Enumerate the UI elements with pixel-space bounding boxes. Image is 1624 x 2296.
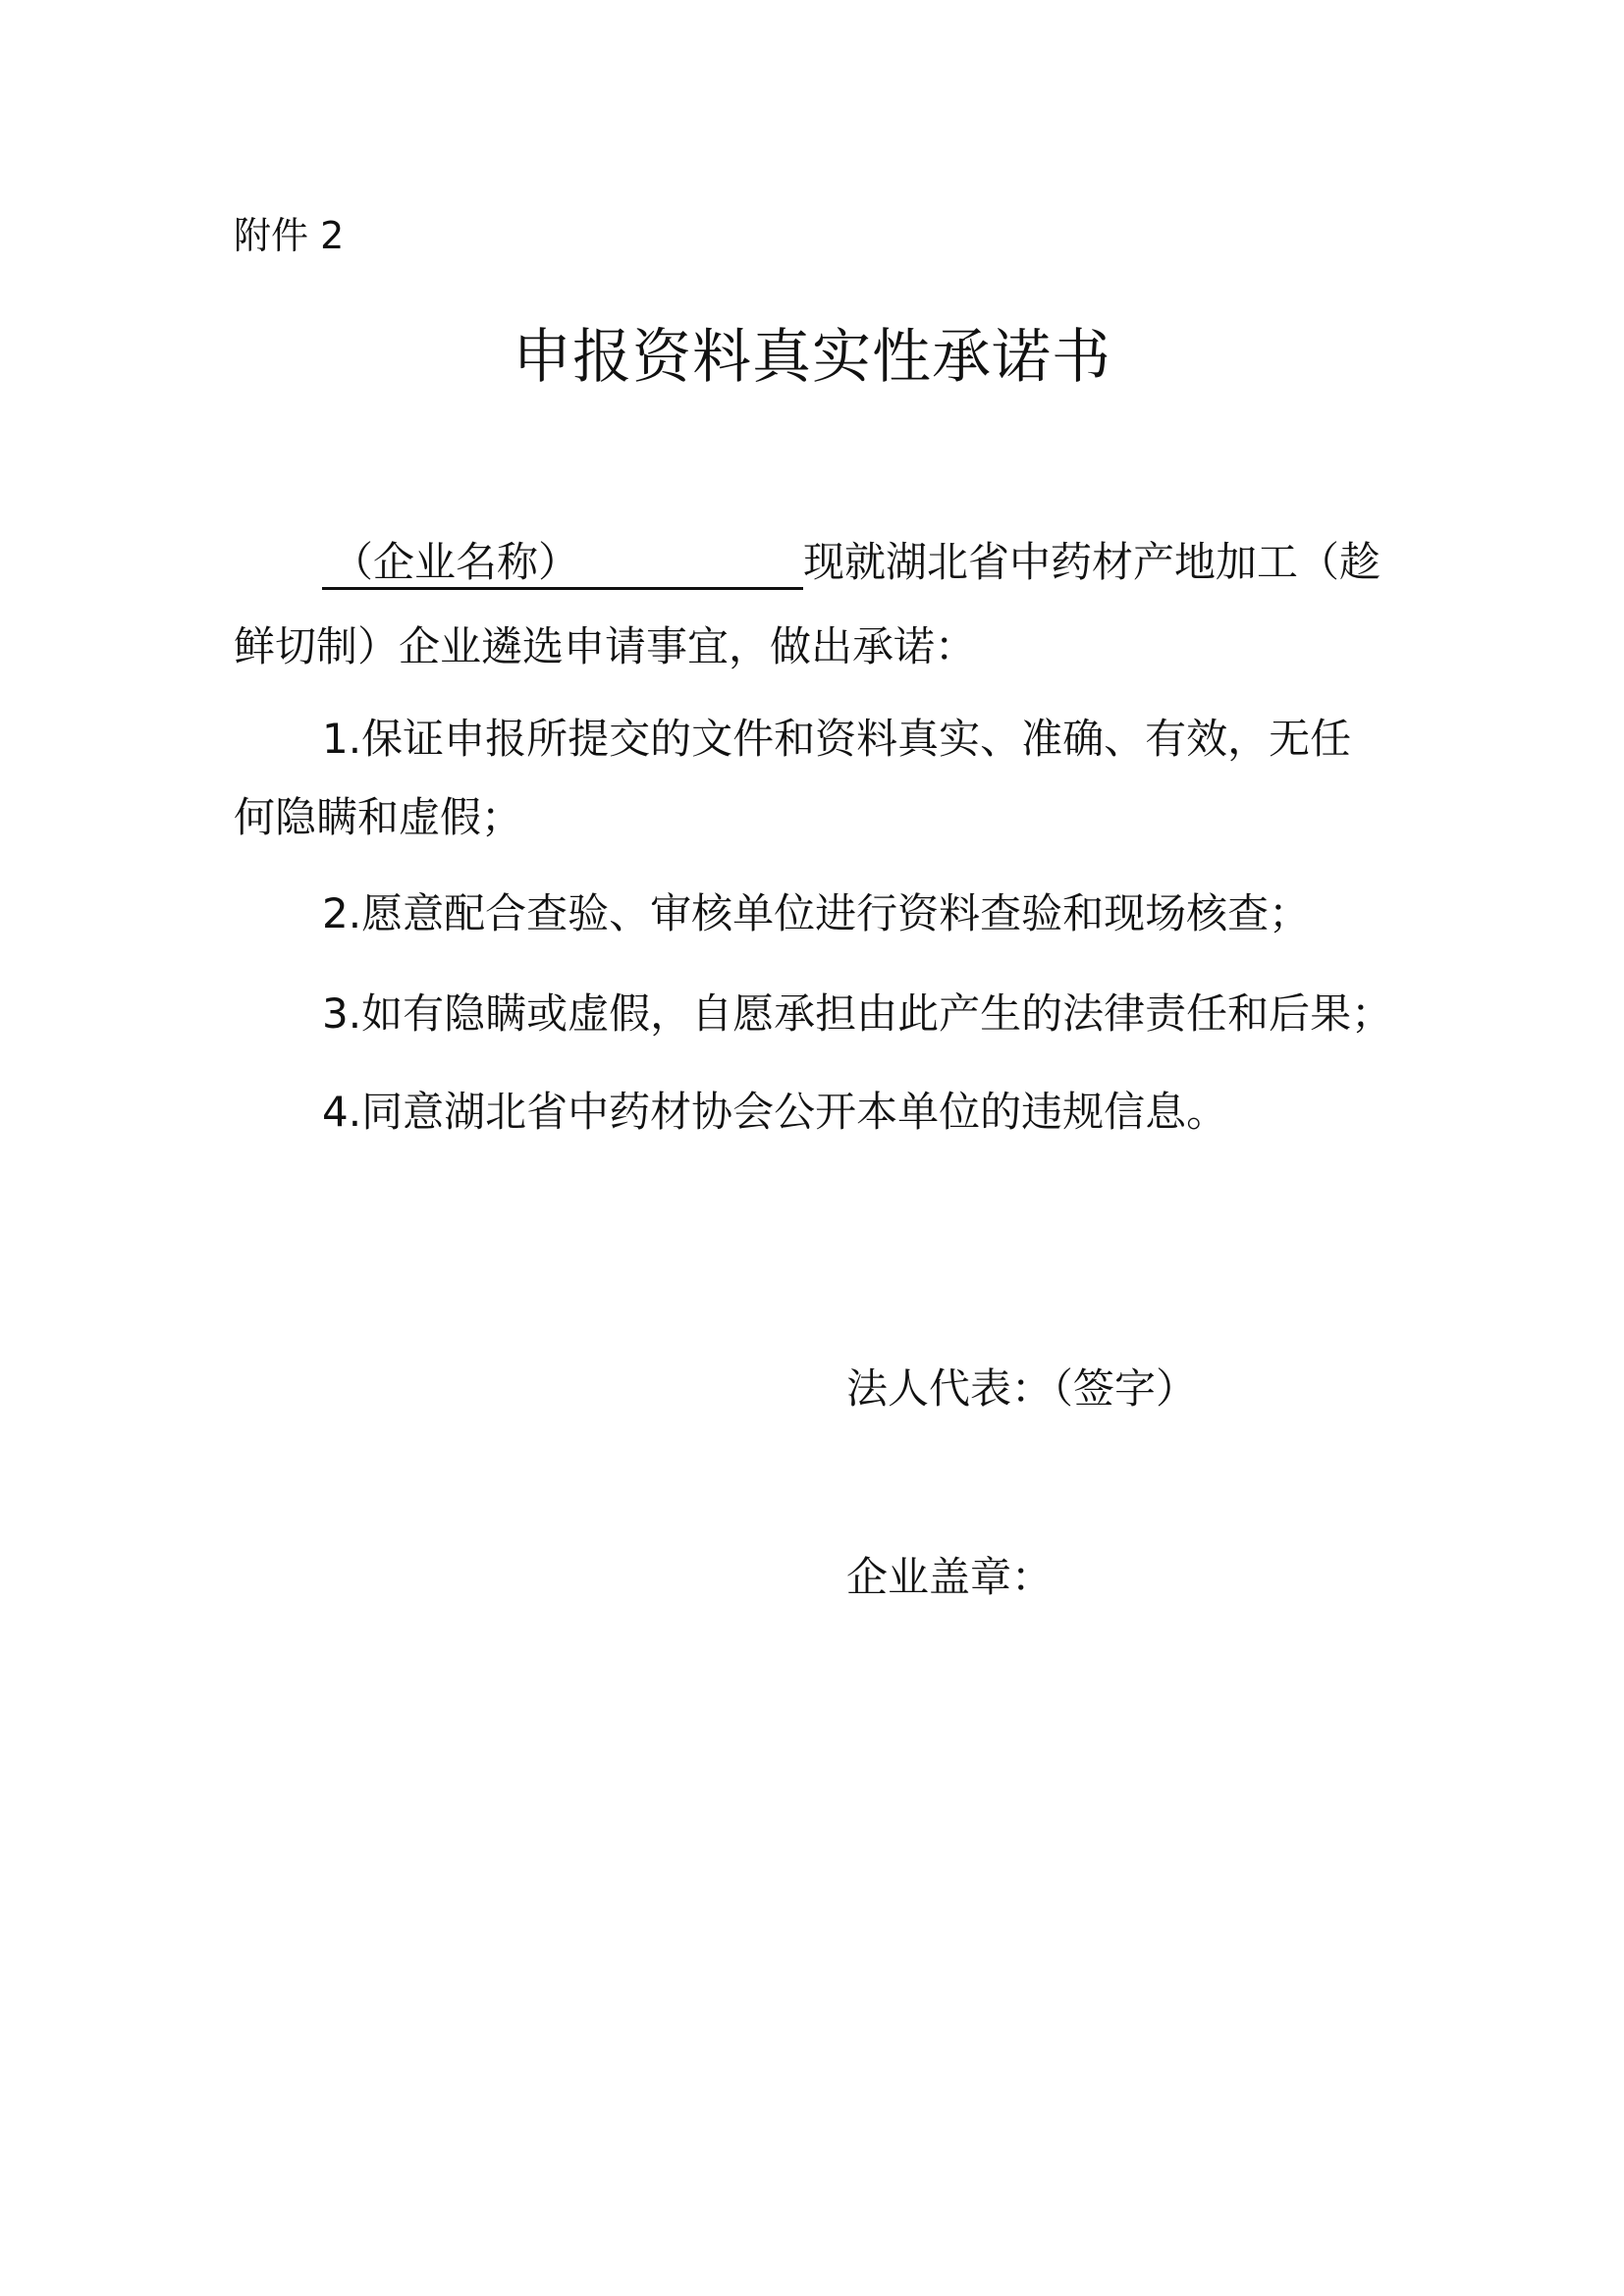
commitment-item-3: 3.如有隐瞒或虚假，自愿承担由此产生的法律责任和后果；	[322, 989, 1393, 1038]
company-name-blank: （企业名称）	[322, 538, 803, 590]
commitment-item-1-line-2: 何隐瞒和虚假；	[234, 793, 523, 841]
commitment-item-2: 2.愿意配合查验、审核单位进行资料查验和现场核查；	[322, 889, 1311, 937]
commitment-item-1-line-1: 1.保证申报所提交的文件和资料真实、准确、有效，无任	[322, 715, 1352, 763]
intro-line-1-text: 现就湖北省中药材产地加工（趁	[803, 538, 1381, 586]
commitment-item-4: 4.同意湖北省中药材协会公开本单位的违规信息。	[322, 1088, 1228, 1136]
attachment-label: 附件 2	[234, 214, 345, 257]
intro-line-2: 鲜切制）企业遴选申请事宜，做出承诺：	[234, 622, 977, 670]
company-seal: 企业盖章：	[846, 1553, 1054, 1601]
legal-rep-signature: 法人代表：（签字）	[846, 1364, 1198, 1413]
intro-line-1	[322, 538, 1380, 590]
page-title: 申报资料真实性承诺书	[513, 323, 1111, 392]
